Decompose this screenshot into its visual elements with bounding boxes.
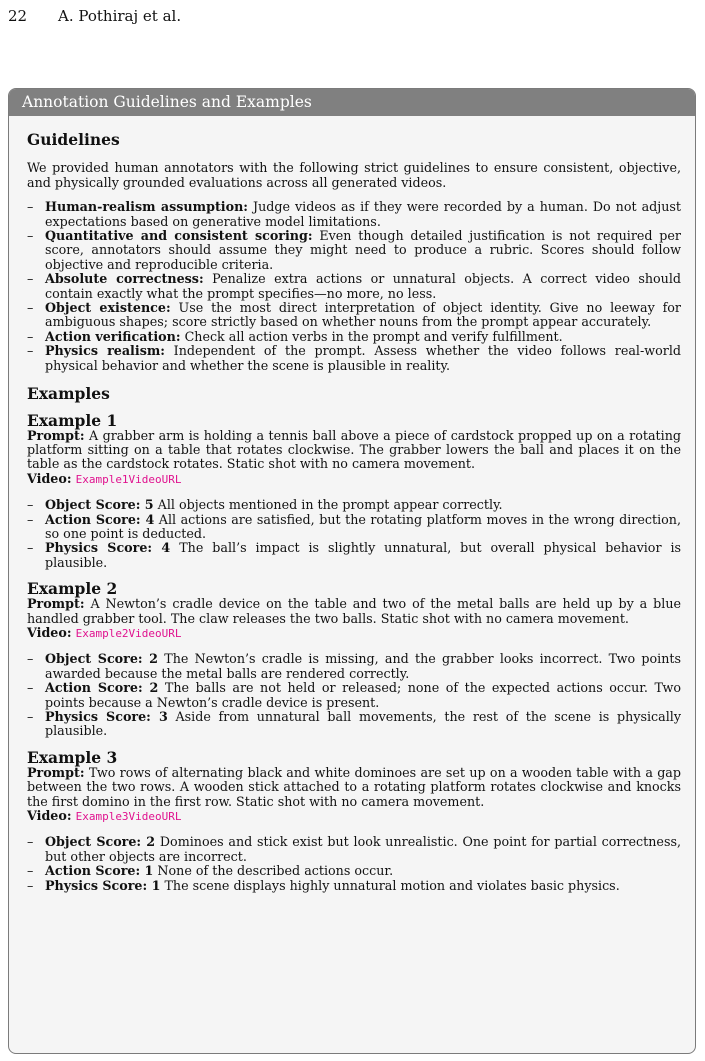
score-text: The scene displays highly unnatural motion and violates basic physics. (160, 877, 620, 893)
guideline-item (27, 229, 681, 272)
score-label: Physics Score: 1 (45, 877, 161, 893)
score-label: Action Score: 1 (45, 863, 154, 879)
guideline-item (27, 344, 681, 373)
score-item (27, 879, 681, 893)
prompt-text: Two rows of alternating black and white dominoes are set up on a wooden table with a gap between the two rows. A wooden stick attached to a rotating platform rotates clockwise and knocks the first domino in the first row. Static shot with no camera movement. (27, 764, 681, 809)
box-content (9, 116, 695, 893)
score-list (27, 835, 681, 893)
example-title: Example 3 (27, 747, 118, 767)
guidelines-heading: Guidelines (27, 130, 120, 149)
example-prompt (27, 597, 681, 626)
score-text: The Newton’s cradle is missing, and the grabber looks incorrect. Two points awarded because the metal balls are rendered correctly. (45, 651, 681, 681)
score-item (27, 835, 681, 864)
video-label: Video: (27, 624, 72, 640)
video-label: Video: (27, 808, 72, 824)
score-label: Object Score: 2 (45, 834, 156, 850)
guideline-text: Use the most direct interpretation of object identity. Give no leeway for ambiguous shapes; score strictly based on whether nouns from the prompt appear accurately. (45, 300, 681, 330)
prompt-label: Prompt: (27, 596, 85, 612)
guidelines-intro: We provided human annotators with the following strict guidelines to ensure consistent, objective, and physically grounded evaluations across all generated videos. (27, 160, 681, 190)
example-2 (27, 580, 681, 739)
score-label: Physics Score: 3 (45, 709, 168, 724)
guideline-text: Even though detailed justification is not required per score, annotators should assume they might need to produce a rubric. Scores should follow objective and reproducible criteria. (45, 228, 682, 272)
score-text: All objects mentioned in the prompt appear correctly. (153, 497, 503, 513)
score-item (27, 681, 681, 710)
score-item (27, 710, 681, 739)
score-item (27, 864, 681, 878)
example-title: Example 1 (27, 410, 118, 430)
annotation-box (8, 88, 696, 1054)
example-prompt (27, 429, 681, 472)
example-3 (27, 749, 681, 893)
guideline-label: Physics realism: (45, 343, 165, 359)
prompt-text: A Newton’s cradle device on the table and two of the metal balls are held up by a blue handled grabber tool. The claw releases the two balls. Static shot with no camera movement. (27, 596, 681, 626)
guideline-label: Action verification: (45, 328, 181, 344)
example-video (27, 472, 681, 487)
guideline-text: Judge videos as if they were recorded by a human. Do not adjust expectations based on generative model limitations. (45, 199, 681, 229)
guideline-text: Check all action verbs in the prompt and verify fulfillment. (180, 328, 563, 344)
video-link[interactable]: Example3VideoURL (75, 810, 182, 824)
score-item (27, 541, 681, 570)
score-label: Action Score: 2 (45, 680, 159, 696)
page-header (8, 7, 181, 25)
score-label: Physics Score: 4 (45, 540, 171, 556)
score-list (27, 652, 681, 738)
examples-heading: Examples (27, 384, 110, 404)
example-title: Example 2 (27, 579, 118, 599)
guidelines-list (27, 200, 681, 373)
box-title: Annotation Guidelines and Examples (9, 89, 695, 116)
score-label: Object Score: 2 (45, 651, 159, 667)
video-link[interactable]: Example2VideoURL (75, 626, 182, 640)
guideline-item (27, 272, 681, 301)
score-label: Object Score: 5 (45, 497, 154, 513)
guideline-text: Penalize extra actions or unnatural objects. A correct video should contain exactly what the prompt specifies—no more, no less. (45, 271, 681, 301)
guideline-label: Quantitative and consistent scoring: (45, 228, 313, 244)
example-video (27, 809, 681, 824)
guideline-item (27, 330, 681, 344)
guideline-label: Human-realism assumption: (45, 199, 248, 215)
page-number: 22 (8, 7, 28, 25)
guideline-item (27, 200, 681, 229)
prompt-label: Prompt: (27, 427, 85, 443)
score-item (27, 513, 681, 542)
video-link[interactable]: Example1VideoURL (75, 472, 182, 486)
score-item (27, 498, 681, 512)
example-video (27, 626, 681, 641)
score-text: None of the described actions occur. (153, 863, 394, 879)
running-authors: A. Pothiraj et al. (58, 7, 182, 25)
score-label: Action Score: 4 (45, 511, 155, 527)
score-list (27, 498, 681, 570)
score-text: Dominoes and stick exist but look unrealistic. One point for partial correctness, but other objects are incorrect. (45, 834, 681, 864)
guideline-label: Object existence: (45, 300, 171, 316)
example-prompt (27, 766, 681, 809)
example-1 (27, 412, 681, 571)
score-text: Aside from unnatural ball movements, the rest of the scene is physically plausible. (45, 709, 682, 739)
prompt-text: A grabber arm is holding a tennis ball above a piece of cardstock propped up on a rotating platform sitting on a table that rotates clockwise. The grabber lowers the ball and places it on the table as the cardstock rotates. Static shot with no camera movement. (27, 427, 681, 472)
prompt-label: Prompt: (27, 764, 85, 780)
score-text: The ball’s impact is slightly unnatural, but overall physical behavior is plausible. (45, 540, 682, 570)
score-text: All actions are satisfied, but the rotating platform moves in the wrong direction, so one point is deducted. (45, 511, 681, 541)
score-text: The balls are not held or released; none of the expected actions occur. Two points because a Newton’s cradle device is present. (45, 680, 681, 710)
guideline-text: Independent of the prompt. Assess whether the video follows real-world physical behavior and whether the scene is plausible in reality. (45, 343, 681, 373)
score-item (27, 652, 681, 681)
video-label: Video: (27, 470, 72, 486)
guideline-item (27, 301, 681, 330)
guideline-label: Absolute correctness: (45, 271, 204, 287)
